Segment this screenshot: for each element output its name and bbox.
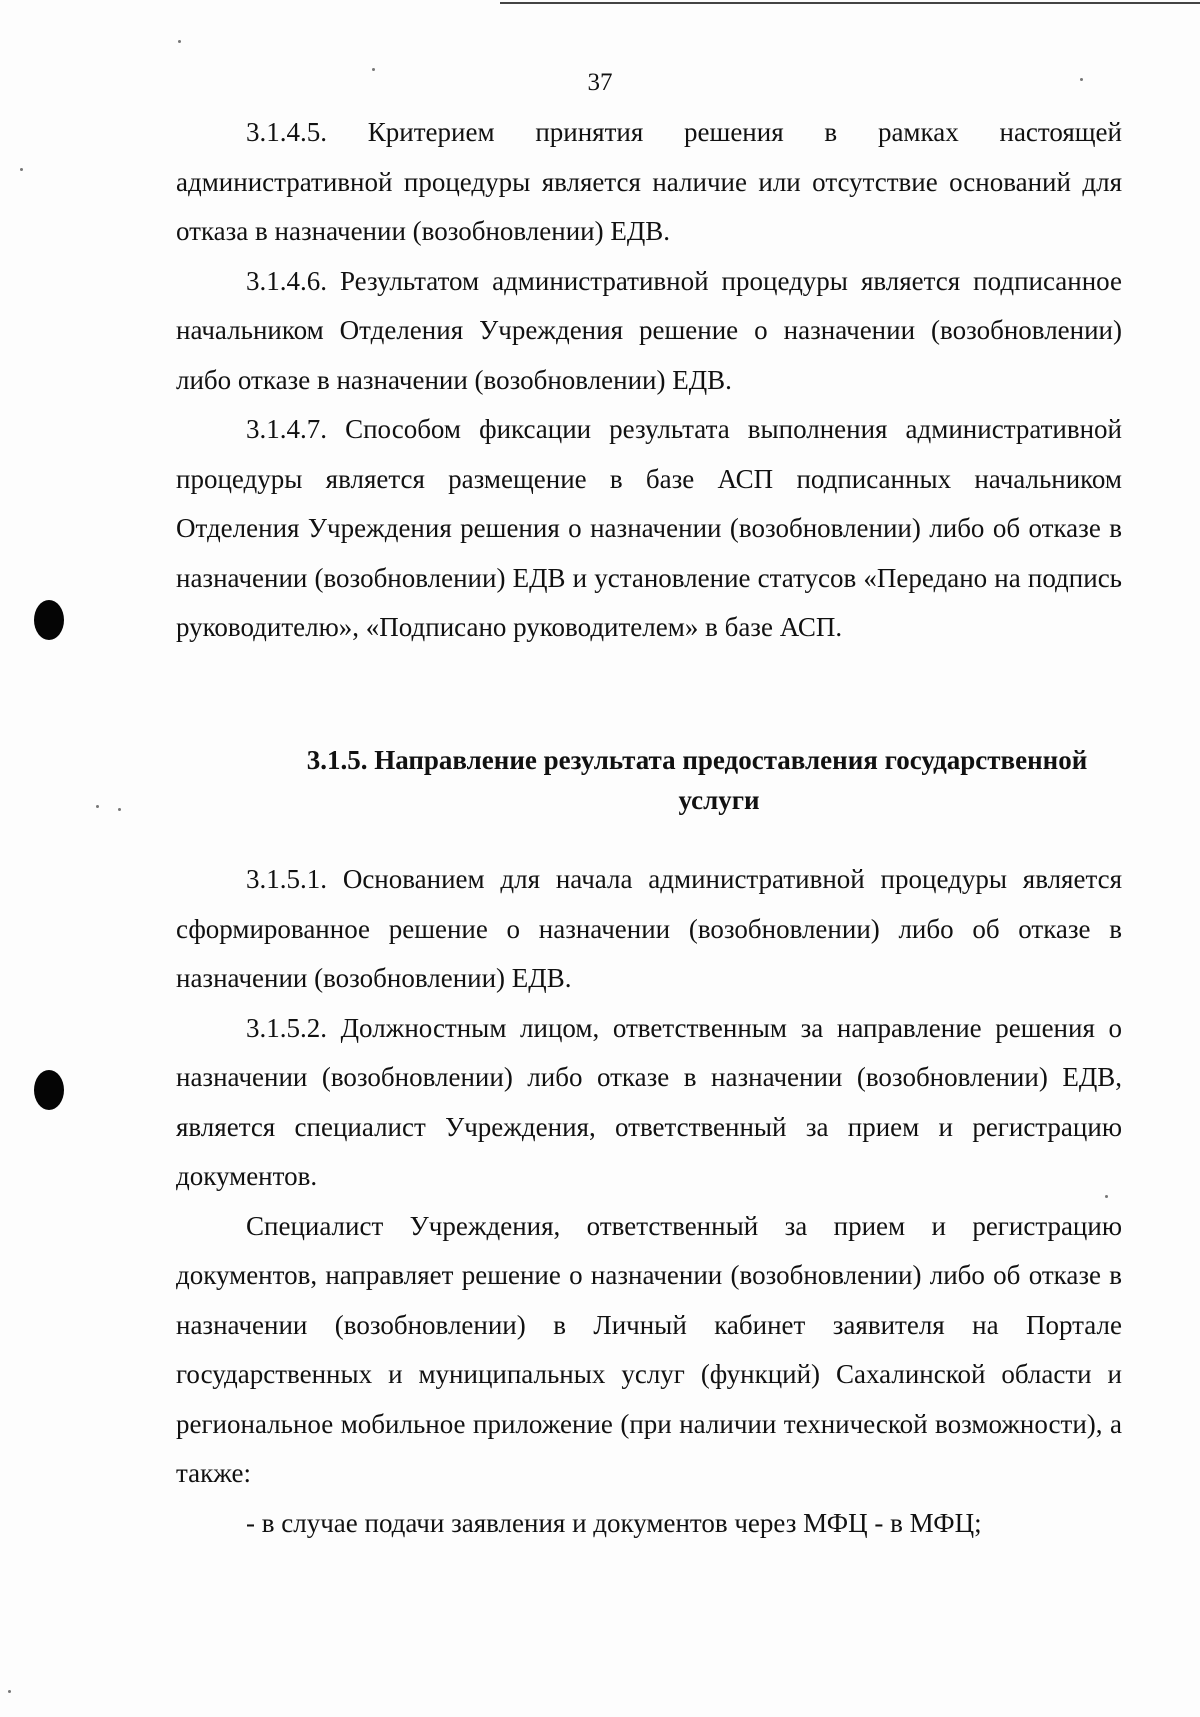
scan-speck [118,808,121,811]
section-heading-3-1-5 [176,740,1122,820]
scan-speck [8,1690,11,1693]
scan-speck [20,168,23,171]
paragraph-3-1-5-2: 3.1.5.2. Должностным лицом, ответственным за направление решения о назначении (возобновлении) либо отказе в назначении (возобновлении) ЕДВ, является специалист Учреждения, ответственный за прием и регистрацию документов. [176,1012,1122,1191]
page-number: 37 [587,69,613,96]
scan-speck [1080,78,1083,81]
paragraph-3-1-5-1: 3.1.5.1. Основанием для начала административной процедуры является сформированное решение о назначении (возобновлении) либо об отказе в назначении (возобновлении) ЕДВ. [176,864,1122,993]
scan-speck [1105,1195,1108,1198]
section-3-1-5-text [176,855,1122,1548]
paragraph-3-1-4-6: 3.1.4.6. Результатом административной процедуры является подписанное начальником Отделения Учреждения решение о назначении (возобновлении) либо отказе в назначении (возобновлении) ЕДВ. [176,265,1122,395]
list-item-mfc: - в случае подачи заявления и документов через МФЦ - в МФЦ; [246,1507,982,1538]
section-3-1-4-text [176,108,1122,653]
paragraph-3-1-4-7: 3.1.4.7. Способом фиксации результата выполнения административной процедуры является размещение в базе АСП подписанных начальником Отделения Учреждения решения о назначении (возобновлении) либо об отказе в назначении (возобновлении) ЕДВ и установление статусов «Передано на подпись руководителю», «Подписано руководителем» в базе АСП. [176,414,1122,642]
heading-line-2: услуги [678,785,760,815]
scan-speck [178,40,181,43]
paragraph-3-1-4-5: 3.1.4.5. Критерием принятия решения в рамках настоящей административной процедуры является наличие или отсутствие оснований для отказа в назначении (возобновлении) ЕДВ. [176,117,1122,246]
scan-speck [372,68,375,71]
punch-hole-mark [34,1070,64,1110]
top-edge-line [500,2,1200,4]
punch-hole-mark [34,600,64,640]
scan-speck [96,805,99,808]
heading-line-1: 3.1.5. Направление результата предоставления государственной [306,745,1088,775]
paragraph-specialist: Специалист Учреждения, ответственный за прием и регистрацию документов, направляет решение о назначении (возобновлении) либо об отказе в назначении (возобновлении) в Личный кабинет заявителя на Портале государственных и муниципальных услуг (функций) Сахалинской области и региональное мобильное приложение (при наличии технической возможности), а также: [176,1210,1122,1488]
